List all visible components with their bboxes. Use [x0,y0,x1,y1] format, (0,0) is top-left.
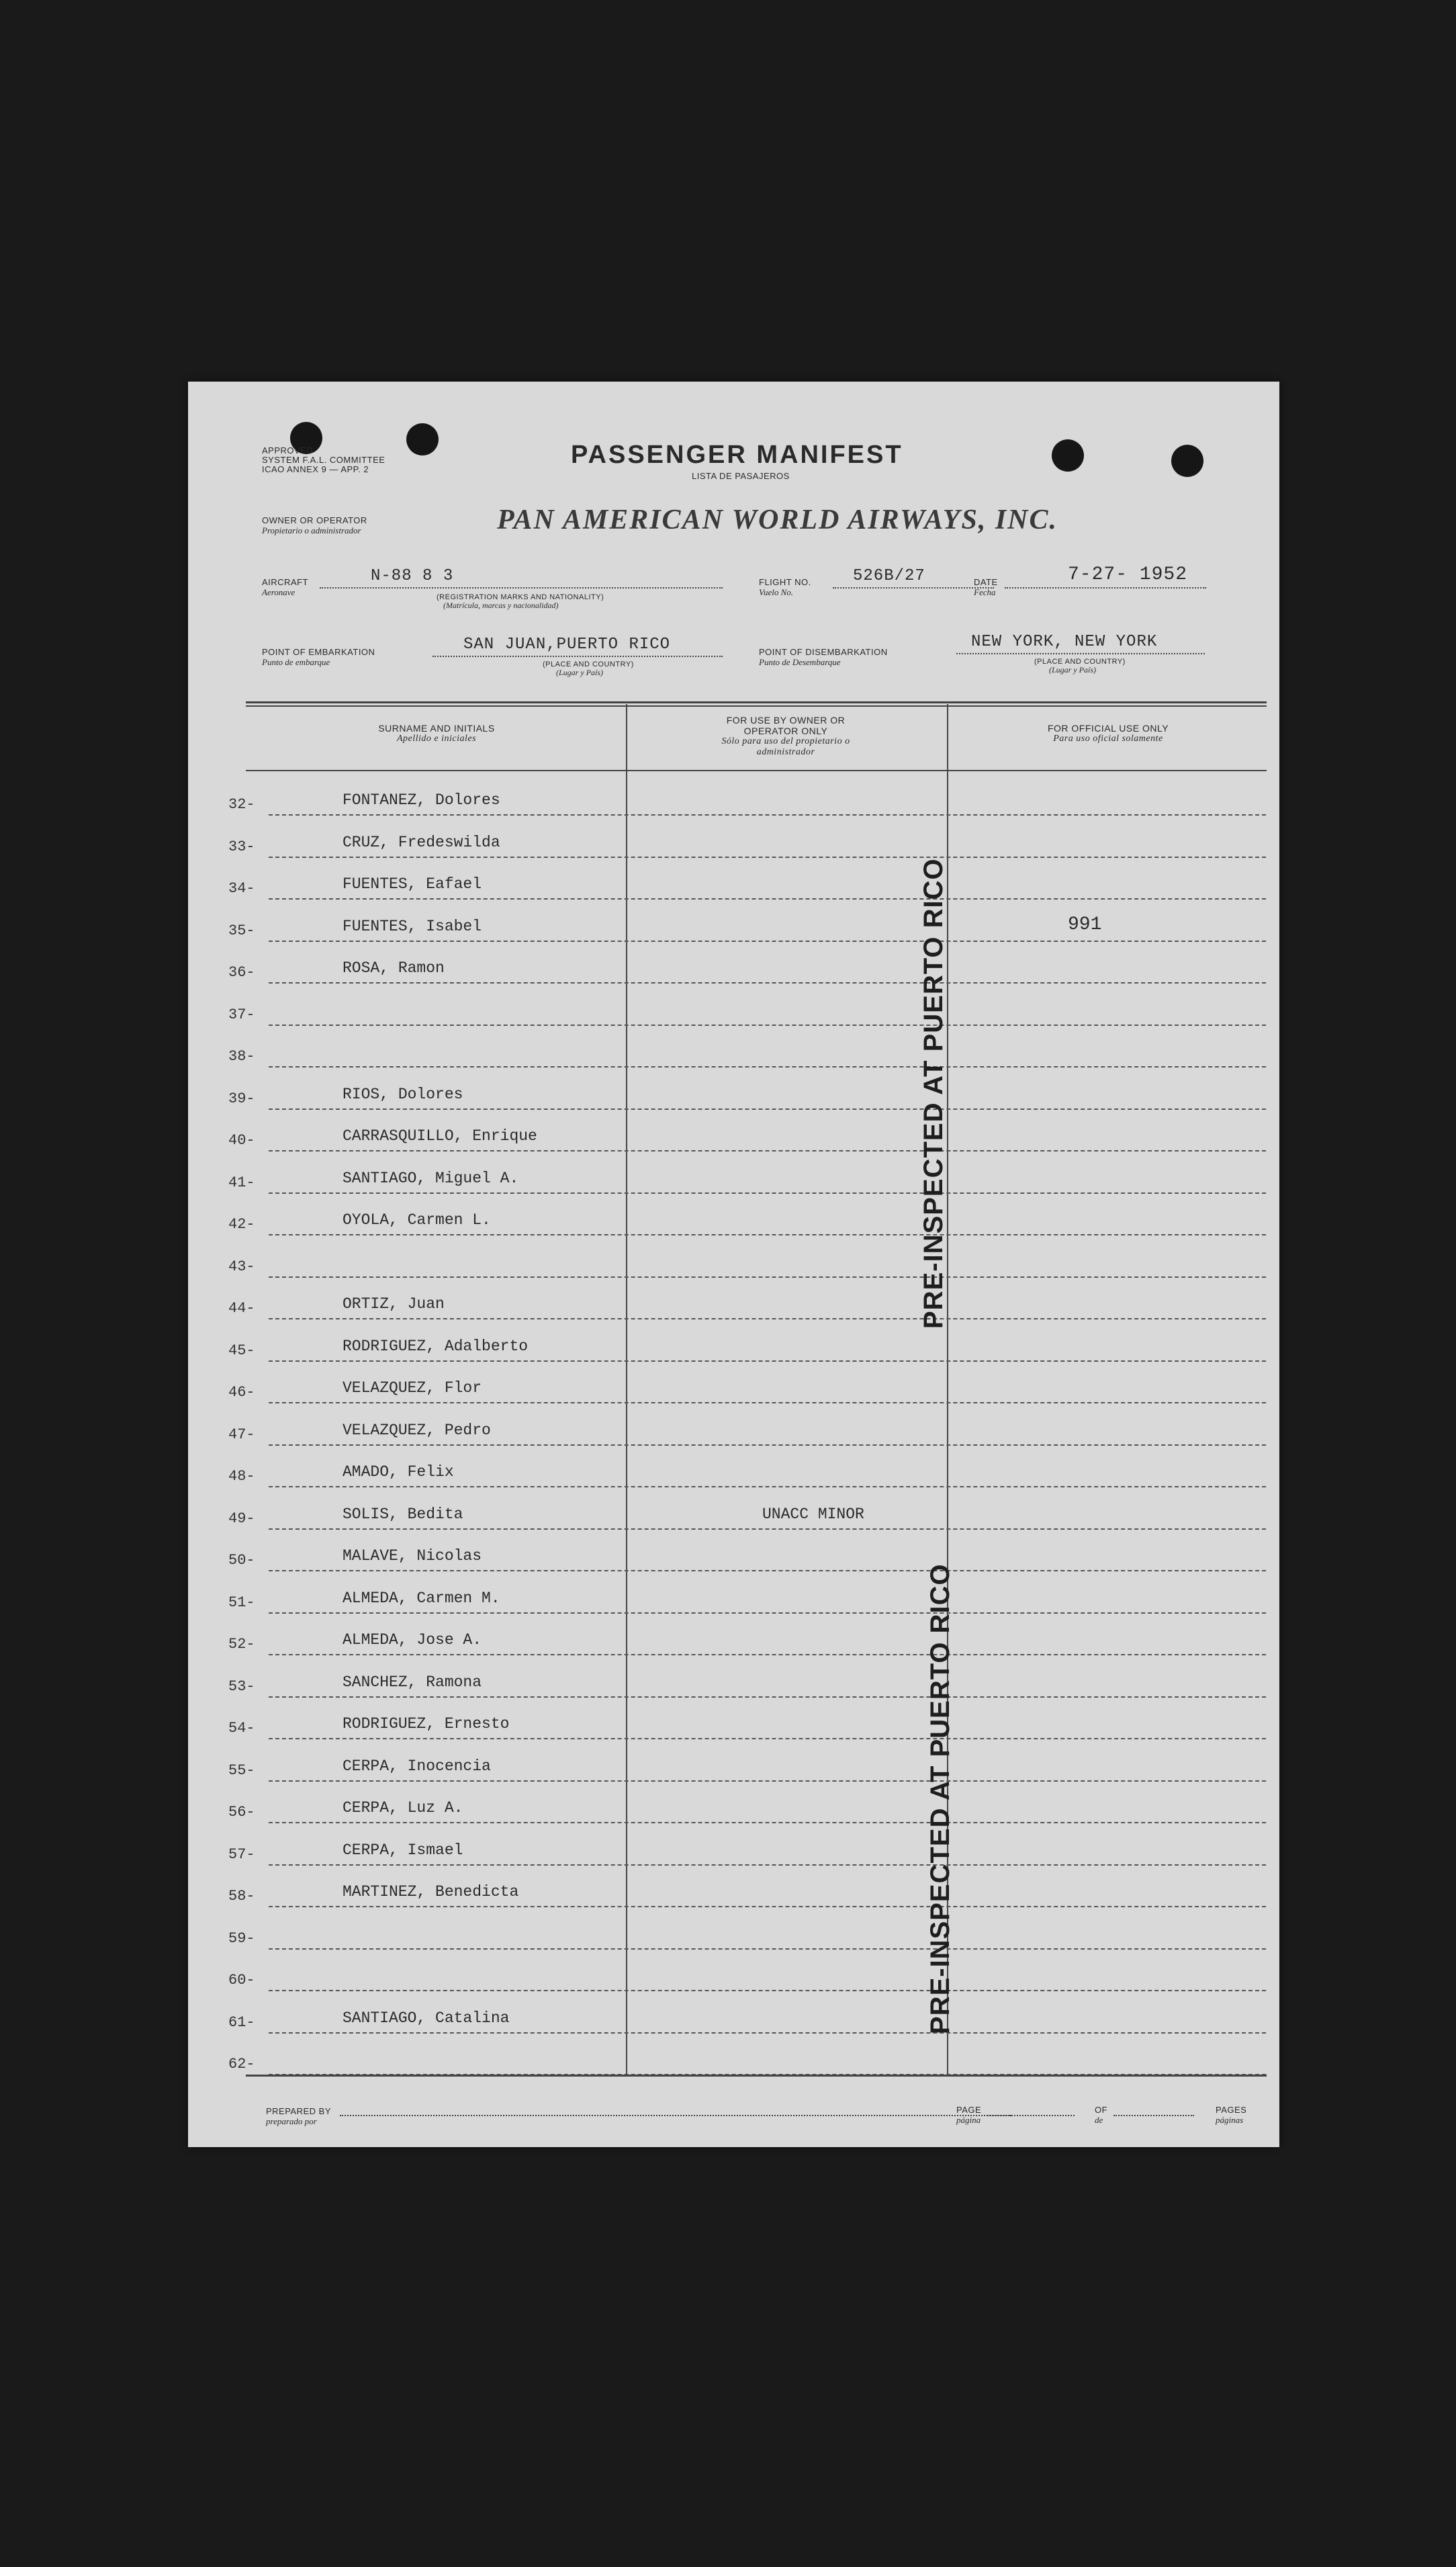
row-number: 33- [228,838,255,855]
row-number: 35- [228,922,255,939]
row-number: 62- [228,2056,255,2073]
passenger-name: RIOS, Dolores [343,1085,463,1103]
column-header-operator [651,715,920,758]
table-row [228,1278,1273,1319]
row-number: 50- [228,1552,255,1569]
flight-value: 526B/27 [853,567,925,585]
operator-note: UNACC MINOR [762,1505,864,1523]
page-title: PASSENGER MANIFEST [571,441,903,469]
operator-name: PAN AMERICAN WORLD AIRWAYS, INC. [497,505,1058,535]
column-header-official-es: Para uso oficial solamente [1053,734,1163,744]
row-number: 55- [228,1761,255,1779]
passenger-name: MALAVE, Nicolas [343,1547,482,1565]
row-number: 32- [228,796,255,813]
footer-rule [246,2075,1267,2077]
column-header-operator-label: FOR USE BY OWNER OR OPERATOR ONLY [726,715,846,736]
row-number: 34- [228,880,255,897]
table-row [228,984,1273,1026]
passenger-name: FUENTES, Eafael [343,875,482,893]
row-number: 43- [228,1258,255,1275]
table-row [228,900,1273,942]
disembark-label-es: Punto de Desembarque [759,657,841,667]
column-header-operator-es: Sólo para uso del propietario o administrador [721,736,850,757]
page-label: PAGE [956,2105,982,2115]
table-top-rule [246,701,1267,703]
column-header-surname-label: SURNAME AND INITIALS [378,723,495,734]
column-header-surname-es: Apellido e iniciales [396,734,477,744]
owner-label: OWNER OR OPERATOR [262,515,367,525]
table-row [228,942,1273,984]
passenger-name: SOLIS, Bedita [343,1505,463,1523]
manifest-sheet [188,382,1279,2147]
of-label-es: de [1095,2115,1103,2125]
embark-sub-es: (Lugar y País) [556,668,603,677]
owner-label-es: Propietario o administrador [262,525,361,535]
passenger-name: SANCHEZ, Ramona [343,1673,482,1691]
table-row [228,1698,1273,1739]
row-number: 44- [228,1300,255,1317]
table-row [228,1656,1273,1698]
official-note: 991 [1068,914,1102,935]
row-number: 38- [228,1048,255,1065]
table-row [228,774,1273,816]
table-row [228,1236,1273,1278]
row-number: 49- [228,1510,255,1527]
embark-underline [433,656,723,657]
punch-hole [1052,439,1084,472]
row-number: 46- [228,1384,255,1401]
passenger-name: VELAZQUEZ, Pedro [343,1421,491,1439]
passenger-name: ORTIZ, Juan [343,1295,445,1313]
row-number: 57- [228,1845,255,1863]
table-row [228,1992,1273,2034]
passenger-name: OYOLA, Carmen L. [343,1211,491,1229]
date-value: 7-27- 1952 [1068,564,1188,585]
passenger-name: ALMEDA, Carmen M. [343,1589,500,1607]
approval-line: SYSTEM F.A.L. COMMITTEE [262,455,385,465]
disembark-sub-es: (Lugar y País) [1049,665,1096,675]
aircraft-label: AIRCRAFT [262,577,308,587]
row-number: 48- [228,1468,255,1485]
row-number: 56- [228,1804,255,1821]
passenger-name: CERPA, Luz A. [343,1799,463,1817]
row-number: 61- [228,2013,255,2031]
table-row [228,1026,1273,1068]
row-number: 51- [228,1594,255,1611]
row-number: 40- [228,1132,255,1149]
passenger-name: RODRIGUEZ, Ernesto [343,1715,510,1733]
table-row [228,1488,1273,1530]
page-underline [987,2115,1075,2116]
table-row [228,1866,1273,1907]
aircraft-underline [320,587,723,589]
row-number: 36- [228,964,255,981]
row-number: 37- [228,1006,255,1023]
disembark-sub: (PLACE AND COUNTRY) [1034,658,1126,666]
passenger-name: RODRIGUEZ, Adalberto [343,1337,529,1355]
column-header-official [974,723,1242,744]
table-row [228,1740,1273,1782]
passenger-name: ROSA, Ramon [343,959,445,977]
punch-hole [1171,445,1203,477]
aircraft-label-es: Aeronave [262,587,295,597]
passenger-name: SANTIAGO, Miguel A. [343,1169,519,1187]
date-label-es: Fecha [974,587,996,597]
table-row [228,1404,1273,1446]
inspection-stamp: PRE-INSPECTED AT PUERTO RICO [925,1563,955,2034]
date-label: DATE [974,577,998,587]
embark-sub: (PLACE AND COUNTRY) [543,660,634,668]
table-row [228,1320,1273,1362]
table-row [228,1572,1273,1614]
row-number: 59- [228,1929,255,1947]
pages-label-es: páginas [1216,2115,1244,2125]
table-row [228,1530,1273,1571]
passenger-name: ALMEDA, Jose A. [343,1631,482,1649]
table-row [228,1110,1273,1151]
flight-label: FLIGHT NO. [759,577,811,587]
prepared-underline [340,2115,1011,2116]
embark-value: SAN JUAN,PUERTO RICO [463,636,671,654]
table-row [228,816,1273,858]
row-number: 47- [228,1426,255,1443]
passenger-name: SANTIAGO, Catalina [343,2009,510,2027]
table-row [228,1068,1273,1110]
approval-block [262,446,385,474]
disembark-value: NEW YORK, NEW YORK [971,633,1158,651]
approval-line: APPROVED [262,445,314,455]
table-row [228,1950,1273,1991]
table-row [228,1782,1273,1823]
table-row [228,1152,1273,1194]
prepared-label-es: preparado por [266,2116,317,2126]
table-row [228,1194,1273,1235]
table-row [228,1824,1273,1866]
table-row [228,1362,1273,1403]
inspection-stamp: PRE-INSPECTED AT PUERTO RICO [919,858,948,1329]
embark-label-es: Punto de embarque [262,657,330,667]
page-subtitle: LISTA DE PASAJEROS [692,471,790,481]
of-label: OF [1095,2105,1108,2115]
row-number: 53- [228,1678,255,1695]
passenger-name: CARRASQUILLO, Enrique [343,1127,537,1145]
embark-label: POINT OF EMBARKATION [262,647,375,657]
passenger-name: AMADO, Felix [343,1463,454,1481]
passenger-name: FONTANEZ, Dolores [343,791,500,809]
row-number: 39- [228,1090,255,1107]
page-label-es: página [956,2115,981,2125]
passenger-name: MARTINEZ, Benedicta [343,1883,519,1901]
passenger-name: FUENTES, Isabel [343,917,482,935]
approval-line: ICAO ANNEX 9 — APP. 2 [262,464,369,474]
of-underline [1113,2115,1194,2116]
passenger-name: CRUZ, Fredeswilda [343,833,500,851]
flight-label-es: Vuelo No. [759,587,794,597]
passenger-name: CERPA, Inocencia [343,1757,491,1775]
table-row [228,1614,1273,1655]
column-header-official-label: FOR OFFICIAL USE ONLY [1047,723,1169,734]
passenger-name: VELAZQUEZ, Flor [343,1379,482,1397]
header-rule [246,770,1267,771]
passenger-name: CERPA, Ismael [343,1841,463,1859]
aircraft-sub-es: (Matrícula, marcas y nacionalidad) [443,601,559,610]
row-number: 58- [228,1888,255,1905]
aircraft-sub: (REGISTRATION MARKS AND NATIONALITY) [437,593,604,601]
row-number: 52- [228,1636,255,1653]
row-number: 45- [228,1342,255,1359]
row-number: 54- [228,1720,255,1737]
disembark-label: POINT OF DISEMBARKATION [759,647,888,657]
table-top-rule-2 [246,705,1267,707]
punch-hole [406,423,439,455]
pages-label: PAGES [1216,2105,1247,2115]
row-number: 42- [228,1216,255,1233]
flight-underline [833,587,994,589]
date-underline [1005,587,1206,589]
table-row [228,1446,1273,1487]
aircraft-value: N-88 8 3 [371,567,454,585]
disembark-underline [956,653,1205,654]
column-header-surname [309,723,564,744]
row-number: 60- [228,1972,255,1989]
prepared-label: PREPARED BY [266,2106,332,2116]
table-row [228,858,1273,900]
row-number: 41- [228,1174,255,1191]
table-row [228,1908,1273,1950]
table-row [228,2034,1273,2075]
